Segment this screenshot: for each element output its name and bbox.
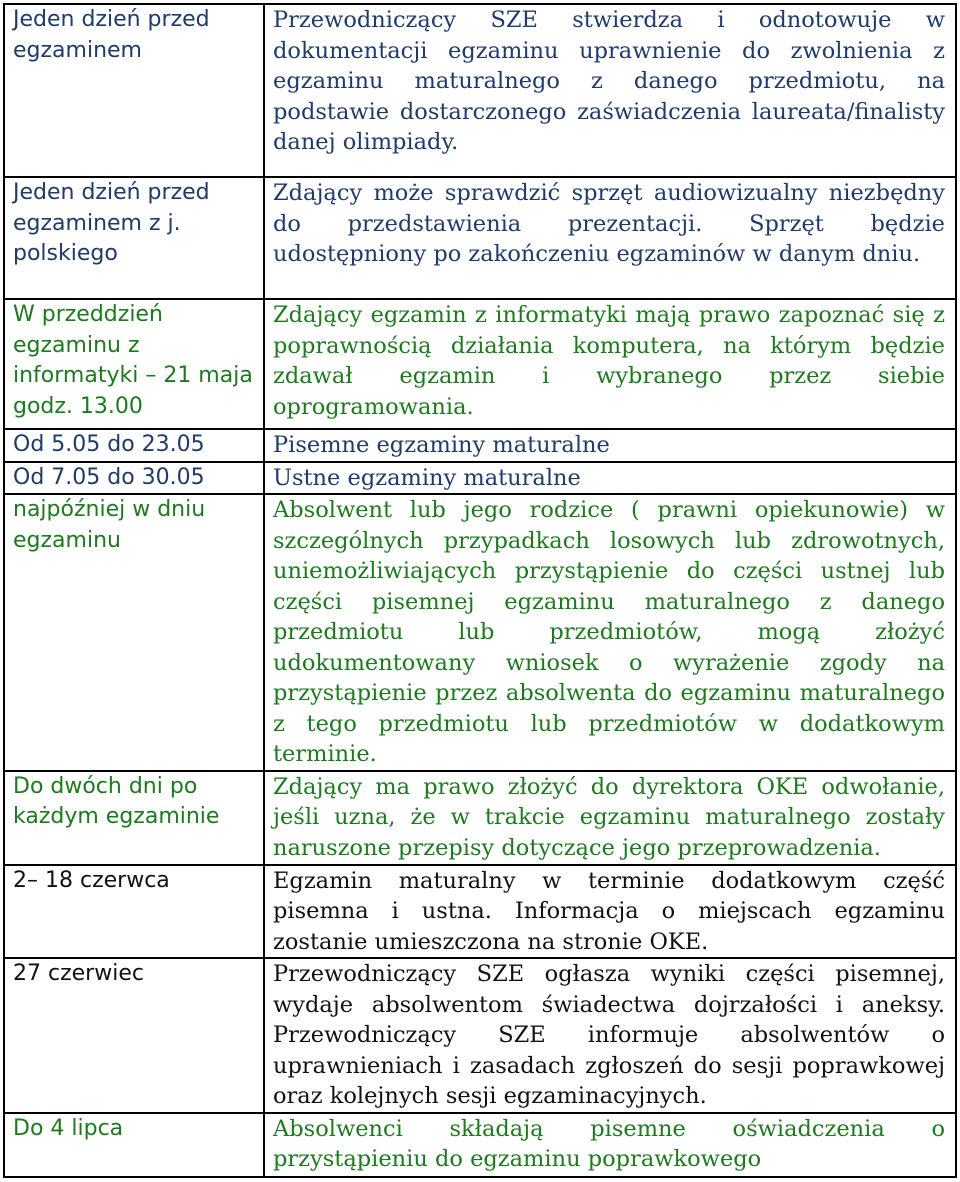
table-row xyxy=(4,958,956,1113)
date-cell: W przeddzień egzaminu z informatyki – 21 maja godz. 13.00 xyxy=(4,299,264,429)
table-row xyxy=(4,1113,956,1177)
table-row xyxy=(4,177,956,299)
exam-schedule-table xyxy=(3,3,957,1178)
table-row xyxy=(4,865,956,959)
description-cell: Absolwent lub jego rodzice ( prawni opiekunowie) w szczególnych przypadkach losowych lub zdrowotnych, uniemożliwiających przystąpienie do części ustnej lub części pisemnej egzaminu maturalnego z danego przedmiotu lub przedmiotów, mogą złożyć udokumentowany wniosek o wyrażenie zgody na przystąpienie przez absolwenta do egzaminu maturalnego z tego przedmiotu lub przedmiotów w dodatkowym terminie. xyxy=(264,494,956,771)
description-cell: Zdający egzamin z informatyki mają prawo zapoznać się z poprawnością działania komputera, na którym będzie zdawał egzamin i wybranego przez siebie oprogramowania. xyxy=(264,299,956,429)
description-cell: Ustne egzaminy maturalne xyxy=(264,462,956,495)
description-cell: Pisemne egzaminy maturalne xyxy=(264,429,956,462)
date-cell: Jeden dzień przed egzaminem xyxy=(4,4,264,177)
description-cell: Przewodniczący SZE stwierdza i odnotowuje w dokumentacji egzaminu uprawnienie do zwolnienia z egzaminu maturalnego z danego przedmiotu, na podstawie dostarczonego zaświadczenia laureata/finalisty danej olimpiady. xyxy=(264,4,956,177)
table-row xyxy=(4,462,956,495)
table-row xyxy=(4,4,956,177)
table-row xyxy=(4,299,956,429)
date-cell: 2– 18 czerwca xyxy=(4,865,264,959)
date-cell: Do dwóch dni po każdym egzaminie xyxy=(4,771,264,865)
table-row xyxy=(4,771,956,865)
description-cell: Zdający ma prawo złożyć do dyrektora OKE odwołanie, jeśli uzna, że w trakcie egzaminu maturalnego zostały naruszone przepisy dotyczące jego przeprowadzenia. xyxy=(264,771,956,865)
date-cell: najpóźniej w dniu egzaminu xyxy=(4,494,264,771)
table-row xyxy=(4,429,956,462)
date-cell: Do 4 lipca xyxy=(4,1113,264,1177)
date-cell: 27 czerwiec xyxy=(4,958,264,1113)
description-cell: Przewodniczący SZE ogłasza wyniki części pisemnej, wydaje absolwentom świadectwa dojrzałości i aneksy. Przewodniczący SZE informuje absolwentów o uprawnieniach i zasadach zgłoszeń do sesji poprawkowej oraz kolejnych sesji egzaminacyjnych. xyxy=(264,958,956,1113)
description-cell: Absolwenci składają pisemne oświadczenia o przystąpieniu do egzaminu poprawkowego xyxy=(264,1113,956,1177)
description-cell: Egzamin maturalny w terminie dodatkowym część pisemna i ustna. Informacja o miejscach egzaminu zostanie umieszczona na stronie OKE. xyxy=(264,865,956,959)
date-cell: Jeden dzień przed egzaminem z j. polskiego xyxy=(4,177,264,299)
description-cell: Zdający może sprawdzić sprzęt audiowizualny niezbędny do przedstawienia prezentacji. Sprzęt będzie udostępniony po zakończeniu egzaminów w danym dniu. xyxy=(264,177,956,299)
date-cell: Od 7.05 do 30.05 xyxy=(4,462,264,495)
date-cell: Od 5.05 do 23.05 xyxy=(4,429,264,462)
table-row xyxy=(4,494,956,771)
